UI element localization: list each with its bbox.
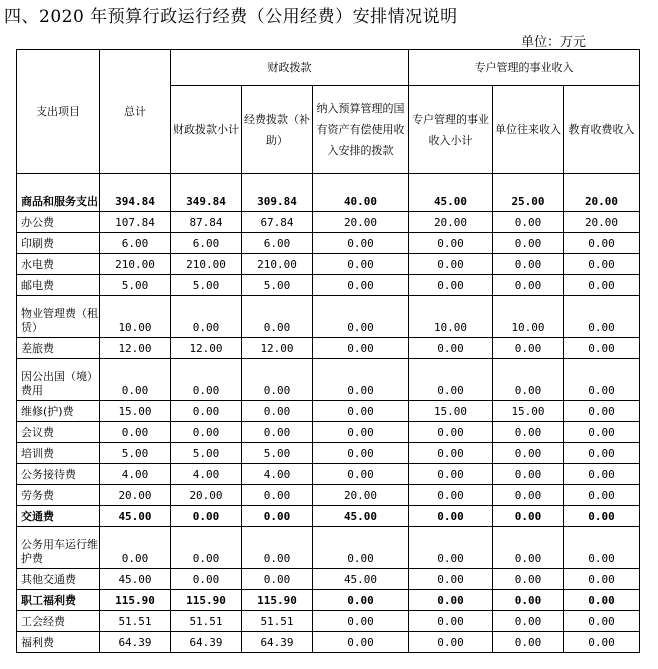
cell-value: 0.00 xyxy=(493,422,564,443)
cell-value: 0.00 xyxy=(409,359,493,401)
cell-value: 0.00 xyxy=(493,254,564,275)
row-label: 劳务费 xyxy=(17,485,100,506)
cell-value: 0.00 xyxy=(564,485,640,506)
cell-value: 20.00 xyxy=(100,485,171,506)
cell-value: 0.00 xyxy=(564,443,640,464)
cell-value: 45.00 xyxy=(100,506,171,527)
cell-value: 0.00 xyxy=(564,359,640,401)
cell-value: 0.00 xyxy=(171,401,242,422)
cell-value: 51.51 xyxy=(171,611,242,632)
cell-value: 0.00 xyxy=(409,275,493,296)
cell-value: 0.00 xyxy=(313,401,409,422)
cell-value: 0.00 xyxy=(493,464,564,485)
cell-value: 0.00 xyxy=(171,569,242,590)
cell-value: 0.00 xyxy=(564,590,640,611)
cell-value: 0.00 xyxy=(409,527,493,569)
cell-value: 0.00 xyxy=(564,422,640,443)
cell-value: 0.00 xyxy=(409,422,493,443)
table-row xyxy=(17,233,640,254)
cell-value: 6.00 xyxy=(242,233,313,254)
cell-value: 0.00 xyxy=(409,443,493,464)
row-label: 福利费 xyxy=(17,632,100,653)
cell-value: 4.00 xyxy=(171,464,242,485)
budget-table xyxy=(16,49,640,653)
cell-value: 0.00 xyxy=(242,569,313,590)
cell-value: 0.00 xyxy=(100,359,171,401)
row-label: 会议费 xyxy=(17,422,100,443)
cell-value: 394.84 xyxy=(100,174,171,212)
cell-value: 64.39 xyxy=(242,632,313,653)
header-fiscal-subtotal: 财政拨款小计 xyxy=(171,86,242,174)
cell-value: 0.00 xyxy=(242,527,313,569)
cell-value: 115.90 xyxy=(242,590,313,611)
cell-value: 0.00 xyxy=(564,275,640,296)
table-row xyxy=(17,275,640,296)
cell-value: 20.00 xyxy=(564,174,640,212)
header-item: 支出项目 xyxy=(17,50,100,174)
header-fiscal-group: 财政拨款 xyxy=(171,50,409,86)
cell-value: 0.00 xyxy=(313,275,409,296)
row-label: 交通费 xyxy=(17,506,100,527)
cell-value: 5.00 xyxy=(171,275,242,296)
cell-value: 0.00 xyxy=(100,422,171,443)
cell-value: 0.00 xyxy=(409,611,493,632)
table-row xyxy=(17,422,640,443)
cell-value: 0.00 xyxy=(564,632,640,653)
cell-value: 0.00 xyxy=(409,569,493,590)
row-label: 工会经费 xyxy=(17,611,100,632)
cell-value: 0.00 xyxy=(313,464,409,485)
cell-value: 0.00 xyxy=(313,254,409,275)
cell-value: 0.00 xyxy=(493,212,564,233)
cell-value: 45.00 xyxy=(313,506,409,527)
cell-value: 10.00 xyxy=(100,296,171,338)
cell-value: 0.00 xyxy=(409,233,493,254)
row-label: 差旅费 xyxy=(17,338,100,359)
row-label: 印刷费 xyxy=(17,233,100,254)
row-label: 其他交通费 xyxy=(17,569,100,590)
row-label: 物业管理费（租赁） xyxy=(17,296,100,338)
cell-value: 64.39 xyxy=(100,632,171,653)
cell-value: 10.00 xyxy=(493,296,564,338)
cell-value: 107.84 xyxy=(100,212,171,233)
cell-value: 309.84 xyxy=(242,174,313,212)
cell-value: 25.00 xyxy=(493,174,564,212)
cell-value: 5.00 xyxy=(100,275,171,296)
cell-value: 12.00 xyxy=(171,338,242,359)
cell-value: 0.00 xyxy=(564,527,640,569)
cell-value: 0.00 xyxy=(493,359,564,401)
cell-value: 0.00 xyxy=(409,254,493,275)
cell-value: 12.00 xyxy=(100,338,171,359)
table-row xyxy=(17,485,640,506)
table-row xyxy=(17,611,640,632)
table-row xyxy=(17,464,640,485)
cell-value: 0.00 xyxy=(171,296,242,338)
table-row xyxy=(17,632,640,653)
cell-value: 0.00 xyxy=(493,443,564,464)
cell-value: 0.00 xyxy=(493,275,564,296)
cell-value: 20.00 xyxy=(564,212,640,233)
cell-value: 0.00 xyxy=(242,506,313,527)
cell-value: 0.00 xyxy=(313,527,409,569)
header-state-assets: 纳入预算管理的国有资产有偿使用收入安排的拨款 xyxy=(313,86,409,174)
cell-value: 0.00 xyxy=(409,338,493,359)
table-row xyxy=(17,212,640,233)
cell-value: 5.00 xyxy=(100,443,171,464)
cell-value: 0.00 xyxy=(493,485,564,506)
cell-value: 0.00 xyxy=(313,611,409,632)
row-label: 因公出国（境）费用 xyxy=(17,359,100,401)
cell-value: 0.00 xyxy=(409,485,493,506)
table-row xyxy=(17,506,640,527)
cell-value: 115.90 xyxy=(100,590,171,611)
cell-value: 0.00 xyxy=(564,611,640,632)
table-row xyxy=(17,174,640,212)
cell-value: 12.00 xyxy=(242,338,313,359)
cell-value: 0.00 xyxy=(564,506,640,527)
cell-value: 45.00 xyxy=(313,569,409,590)
cell-value: 0.00 xyxy=(171,422,242,443)
cell-value: 6.00 xyxy=(171,233,242,254)
cell-value: 0.00 xyxy=(171,359,242,401)
cell-value: 5.00 xyxy=(171,443,242,464)
row-label: 维修(护)费 xyxy=(17,401,100,422)
row-label: 办公费 xyxy=(17,212,100,233)
row-label: 公务接待费 xyxy=(17,464,100,485)
cell-value: 0.00 xyxy=(493,632,564,653)
cell-value: 0.00 xyxy=(409,506,493,527)
cell-value: 15.00 xyxy=(409,401,493,422)
cell-value: 115.90 xyxy=(171,590,242,611)
cell-value: 15.00 xyxy=(493,401,564,422)
cell-value: 0.00 xyxy=(242,296,313,338)
unit-label: 单位：万元 xyxy=(521,35,587,50)
page-title: 四、2020 年预算行政运行经费（公用经费）安排情况说明 xyxy=(4,7,458,27)
cell-value: 0.00 xyxy=(313,632,409,653)
cell-value: 0.00 xyxy=(564,233,640,254)
cell-value: 0.00 xyxy=(409,464,493,485)
cell-value: 0.00 xyxy=(171,527,242,569)
cell-value: 0.00 xyxy=(242,359,313,401)
cell-value: 210.00 xyxy=(171,254,242,275)
cell-value: 0.00 xyxy=(242,485,313,506)
cell-value: 0.00 xyxy=(493,590,564,611)
cell-value: 45.00 xyxy=(409,174,493,212)
header-special-subtotal: 专户管理的事业收入小计 xyxy=(409,86,493,174)
cell-value: 0.00 xyxy=(564,464,640,485)
row-label: 商品和服务支出 xyxy=(17,174,100,212)
cell-value: 0.00 xyxy=(493,569,564,590)
cell-value: 0.00 xyxy=(242,422,313,443)
cell-value: 349.84 xyxy=(171,174,242,212)
cell-value: 15.00 xyxy=(100,401,171,422)
cell-value: 0.00 xyxy=(313,422,409,443)
table-row xyxy=(17,254,640,275)
header-special-group: 专户管理的事业收入 xyxy=(409,50,640,86)
cell-value: 0.00 xyxy=(313,296,409,338)
row-label: 邮电费 xyxy=(17,275,100,296)
table-row xyxy=(17,590,640,611)
cell-value: 0.00 xyxy=(564,338,640,359)
cell-value: 0.00 xyxy=(493,611,564,632)
cell-value: 0.00 xyxy=(100,527,171,569)
cell-value: 0.00 xyxy=(242,401,313,422)
cell-value: 5.00 xyxy=(242,443,313,464)
cell-value: 10.00 xyxy=(409,296,493,338)
cell-value: 0.00 xyxy=(493,338,564,359)
cell-value: 210.00 xyxy=(242,254,313,275)
header-unit-income: 单位往来收入 xyxy=(493,86,564,174)
row-label: 公务用车运行维护费 xyxy=(17,527,100,569)
cell-value: 4.00 xyxy=(100,464,171,485)
cell-value: 0.00 xyxy=(409,632,493,653)
cell-value: 67.84 xyxy=(242,212,313,233)
cell-value: 20.00 xyxy=(313,212,409,233)
cell-value: 4.00 xyxy=(242,464,313,485)
cell-value: 87.84 xyxy=(171,212,242,233)
cell-value: 0.00 xyxy=(409,590,493,611)
cell-value: 40.00 xyxy=(313,174,409,212)
table-row xyxy=(17,296,640,338)
cell-value: 0.00 xyxy=(313,338,409,359)
cell-value: 0.00 xyxy=(564,401,640,422)
cell-value: 64.39 xyxy=(171,632,242,653)
cell-value: 0.00 xyxy=(171,506,242,527)
row-label: 培训费 xyxy=(17,443,100,464)
table-row xyxy=(17,359,640,401)
header-funding: 经费拨款（补助） xyxy=(242,86,313,174)
cell-value: 51.51 xyxy=(100,611,171,632)
table-row xyxy=(17,527,640,569)
cell-value: 6.00 xyxy=(100,233,171,254)
cell-value: 20.00 xyxy=(313,485,409,506)
cell-value: 210.00 xyxy=(100,254,171,275)
cell-value: 0.00 xyxy=(564,296,640,338)
table-row xyxy=(17,401,640,422)
cell-value: 0.00 xyxy=(313,233,409,254)
cell-value: 51.51 xyxy=(242,611,313,632)
cell-value: 0.00 xyxy=(313,359,409,401)
cell-value: 0.00 xyxy=(564,254,640,275)
header-edu-fees: 教育收费收入 xyxy=(564,86,640,174)
cell-value: 5.00 xyxy=(242,275,313,296)
cell-value: 20.00 xyxy=(171,485,242,506)
cell-value: 0.00 xyxy=(564,569,640,590)
cell-value: 20.00 xyxy=(409,212,493,233)
row-label: 水电费 xyxy=(17,254,100,275)
cell-value: 0.00 xyxy=(493,233,564,254)
cell-value: 0.00 xyxy=(313,590,409,611)
cell-value: 0.00 xyxy=(493,506,564,527)
table-row xyxy=(17,443,640,464)
table-row xyxy=(17,338,640,359)
cell-value: 0.00 xyxy=(313,443,409,464)
row-label: 职工福利费 xyxy=(17,590,100,611)
header-total: 总计 xyxy=(100,50,171,174)
table-row xyxy=(17,569,640,590)
cell-value: 0.00 xyxy=(493,527,564,569)
cell-value: 45.00 xyxy=(100,569,171,590)
